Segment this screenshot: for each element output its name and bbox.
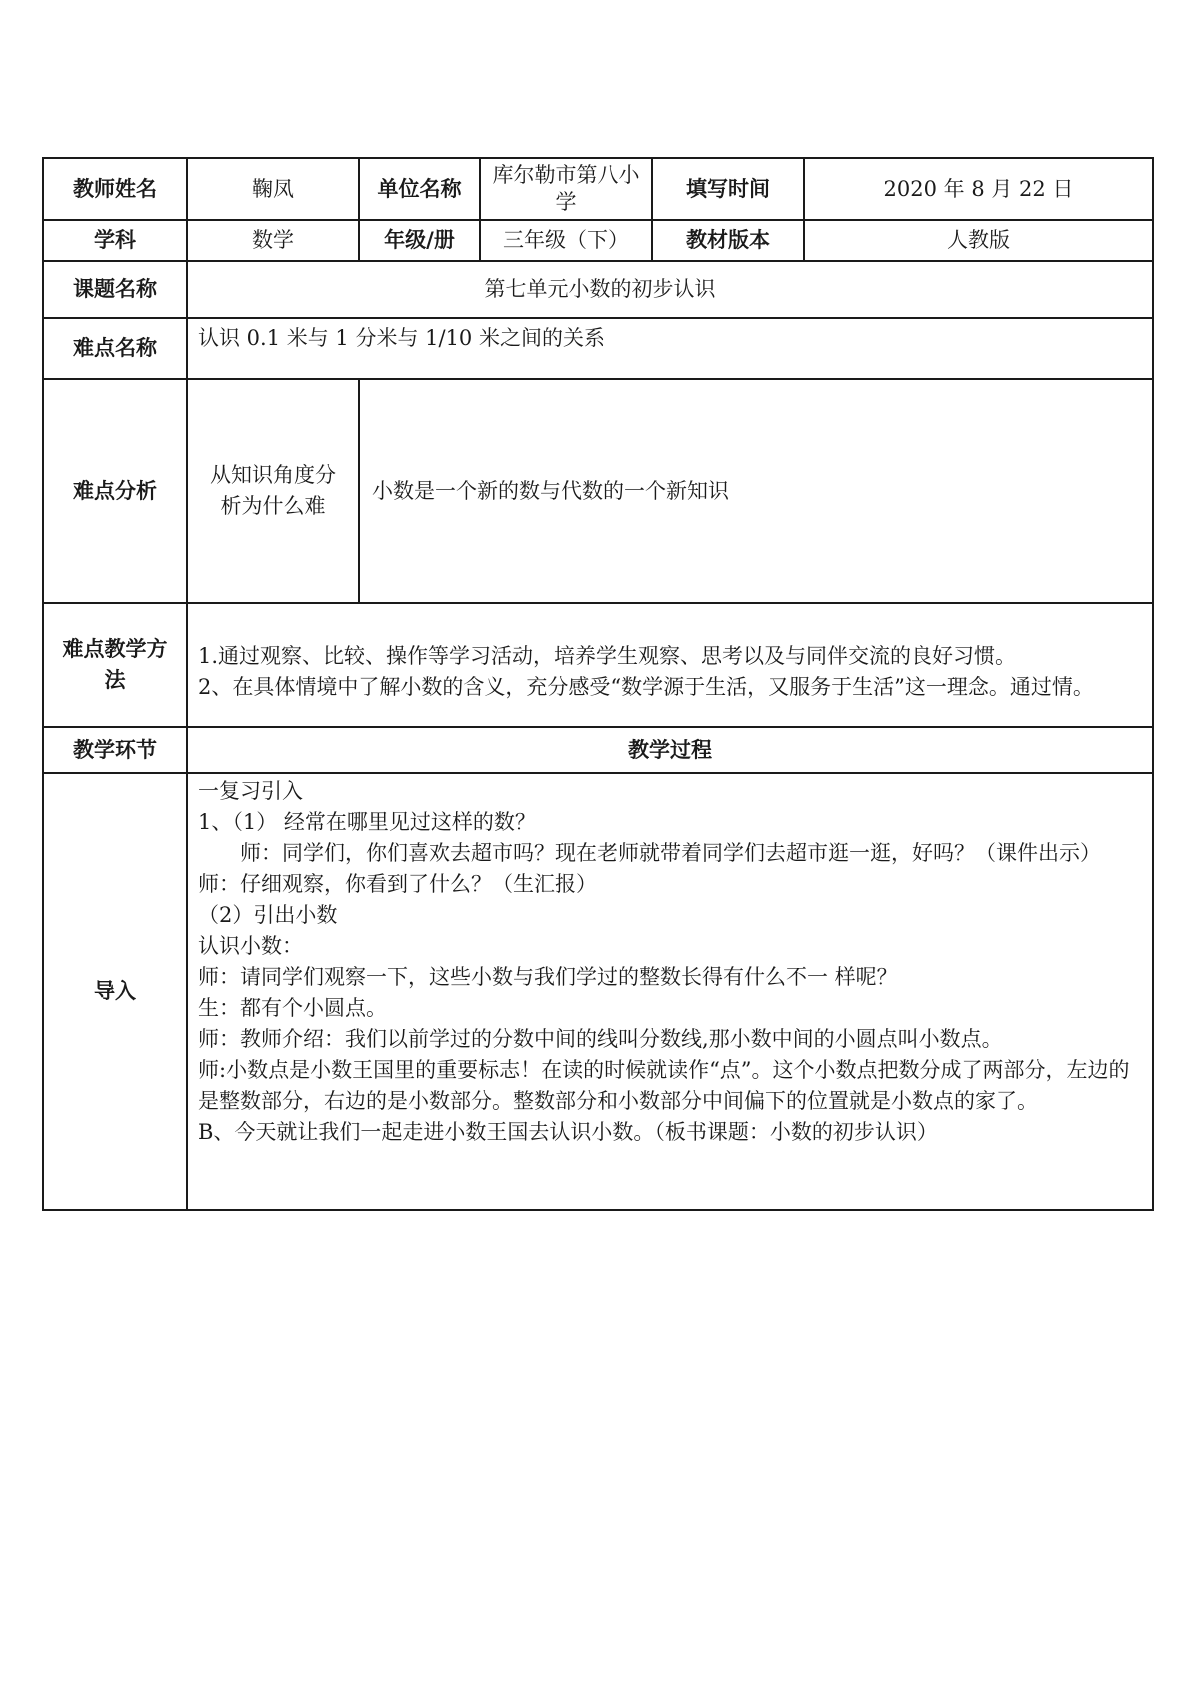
stage-header-label: 教学环节	[43, 727, 187, 773]
grade-value: 三年级（下）	[480, 220, 652, 261]
intro-line: 认识小数：	[198, 934, 303, 958]
row-subject-info	[43, 220, 1153, 261]
intro-line: B、今天就让我们一起走进小数王国去认识小数。（板书课题：小数的初步认识）	[198, 1120, 938, 1144]
row-method	[43, 603, 1153, 727]
fill-date-value: 2020 年 8 月 22 日	[804, 158, 1153, 220]
teacher-name-label: 教师姓名	[43, 158, 187, 220]
subject-label: 学科	[43, 220, 187, 261]
lesson-plan-table	[42, 157, 1154, 1211]
method-content	[187, 603, 1153, 727]
intro-line: 师：同学们，你们喜欢去超市吗？现在老师就带着同学们去超市逛一逛，好吗？（课件出示）	[240, 841, 1101, 865]
subject-value: 数学	[187, 220, 359, 261]
unit-name-value: 库尔勒市第八小学	[480, 158, 652, 220]
process-header-label: 教学过程	[187, 727, 1153, 773]
row-intro	[43, 773, 1153, 1210]
intro-line: （2）引出小数	[198, 903, 338, 927]
analysis-value: 小数是一个新的数与代数的一个新知识	[359, 379, 1153, 603]
row-analysis	[43, 379, 1153, 603]
difficulty-value: 认识 0.1 米与 1 分米与 1/10 米之间的关系	[187, 318, 1153, 379]
unit-name-label: 单位名称	[359, 158, 480, 220]
analysis-label: 难点分析	[43, 379, 187, 603]
analysis-sub-label: 从知识角度分析为什么难	[187, 379, 359, 603]
intro-line: 师：请同学们观察一下，这些小数与我们学过的整数长得有什么不一 样呢？	[198, 965, 898, 989]
intro-line: 师：仔细观察，你看到了什么？（生汇报）	[198, 872, 597, 896]
intro-label: 导入	[43, 773, 187, 1210]
edition-value: 人教版	[804, 220, 1153, 261]
intro-line: 师:小数点是小数王国里的重要标志！在读的时候就读作“点”。这个小数点把数分成了两部分，左边的是整数部分，右边的是小数部分。整数部分和小数部分中间偏下的位置就是小数点的家了。	[198, 1058, 1130, 1113]
method-line-1: 1.通过观察、比较、操作等学习活动，培养学生观察、思考以及与同伴交流的良好习惯。	[198, 644, 1017, 668]
intro-line: 1、（1） 经常在哪里见过这样的数？	[198, 810, 536, 834]
edition-label: 教材版本	[652, 220, 804, 261]
difficulty-label: 难点名称	[43, 318, 187, 379]
topic-label: 课题名称	[43, 261, 187, 318]
intro-line: 生：都有个小圆点。	[198, 996, 387, 1020]
row-process-header	[43, 727, 1153, 773]
intro-content	[187, 773, 1153, 1210]
method-label: 难点教学方法	[43, 603, 187, 727]
intro-line: 师：教师介绍：我们以前学过的分数中间的线叫分数线,那小数中间的小圆点叫小数点。	[198, 1027, 1003, 1051]
topic-value: 第七单元小数的初步认识	[187, 261, 1153, 318]
row-teacher-info	[43, 158, 1153, 220]
row-difficulty	[43, 318, 1153, 379]
fill-date-label: 填写时间	[652, 158, 804, 220]
method-line-2: 2、在具体情境中了解小数的含义，充分感受“数学源于生活，又服务于生活”这一理念。通过情。	[198, 675, 1094, 699]
teacher-name-value: 鞠凤	[187, 158, 359, 220]
row-topic	[43, 261, 1153, 318]
grade-label: 年级/册	[359, 220, 480, 261]
intro-line: 一复习引入	[198, 779, 303, 803]
